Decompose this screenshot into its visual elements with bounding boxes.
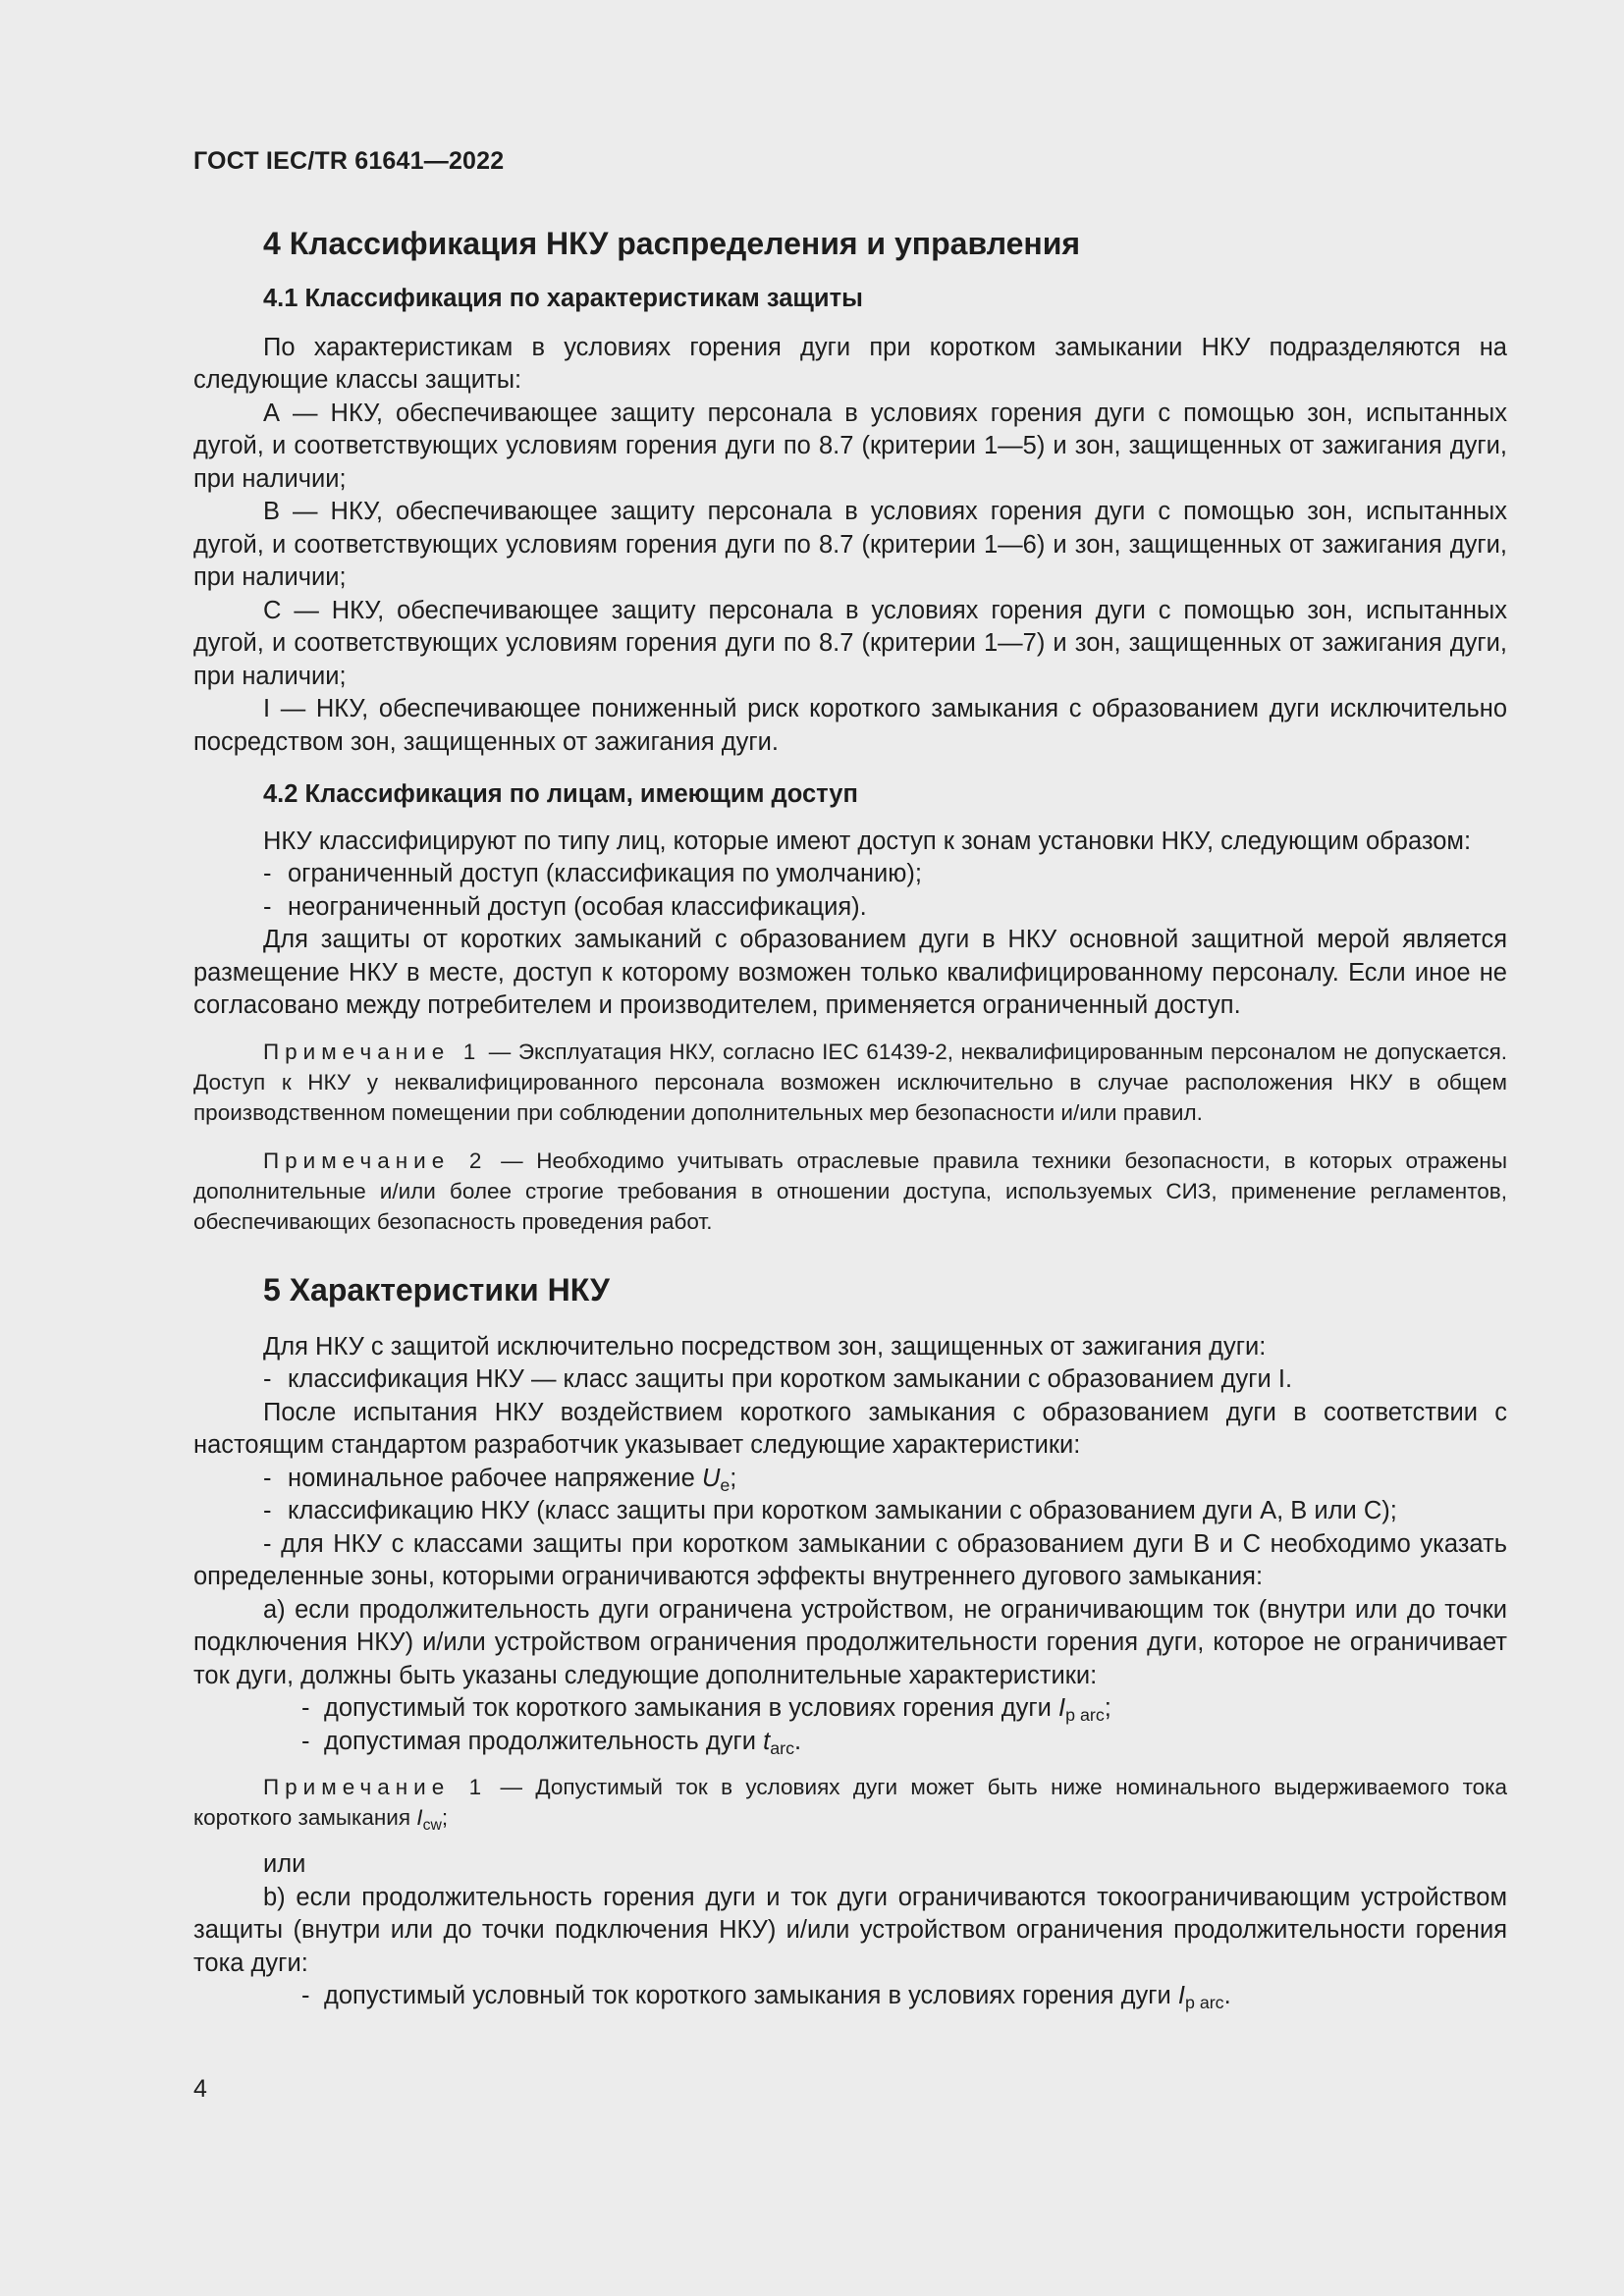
list-item: - допустимый условный ток короткого замыкания в условиях горения дуги $I_{p arc}$. <box>301 1982 1231 2012</box>
list-item: - классификацию НКУ (класс защиты при коротком замыкании с образованием дуги А, В или С); <box>263 1497 1397 1524</box>
paragraph: По характеристикам в условиях горения дуги при коротком замыкании НКУ подразделяются на следующие классы защиты: <box>193 333 1507 394</box>
case-b: b) если продолжительность горения дуги и ток дуги ограничиваются токоограничивающим устройством защиты (внутри или до точки подключения НКУ) и/или устройством ограничения продолжительности горения тока дуги: <box>193 1883 1507 1977</box>
subsection-4-1-title: 4.1 Классификация по характеристикам защиты <box>263 285 863 312</box>
list-item: - для НКУ с классами защиты при коротком замыкании с образованием дуги В и С необходимо указать определенные зоны, которыми ограничиваются эффекты внутреннего дугового замыкания: <box>193 1529 1507 1590</box>
list-item: - ограниченный доступ (классификация по умолчанию); <box>263 860 922 887</box>
document-header: ГОСТ IEC/TR 61641—2022 <box>193 147 505 175</box>
list-item: - классификация НКУ — класс защиты при коротком замыкании с образованием дуги I. <box>263 1365 1293 1393</box>
case-a: a) если продолжительность дуги ограничена устройством, не ограничивающим ток (внутри или до точки подключения НКУ) и/или устройством ограничения продолжительности горения дуги, которое не ограничивает ток дуги, должны быть указаны следующие дополнительные характеристики: <box>193 1595 1507 1689</box>
subsection-4-2-title: 4.2 Классификация по лицам, имеющим доступ <box>263 780 858 808</box>
list-item: - допустимая продолжительность дуги $t_{arc}$. <box>301 1727 802 1758</box>
paragraph: НКУ классифицируют по типу лиц, которые имеют доступ к зонам установки НКУ, следующим образом: <box>263 827 1472 855</box>
paragraph: Для НКУ с защитой исключительно посредством зон, защищенных от зажигания дуги: <box>263 1332 1267 1361</box>
list-item: - номинальное рабочее напряжение $U_e$; <box>263 1464 737 1495</box>
class-a-definition: А — НКУ, обеспечивающее защиту персонала в условиях горения дуги с помощью зон, испытанных дугой, и соответствующих условиям горения дуги по 8.7 (критерии 1—5) и зон, защищенных от зажигания дуги, при наличии; <box>193 399 1507 493</box>
paragraph: Для защиты от коротких замыканий с образованием дуги в НКУ основной защитной мерой является размещение НКУ в месте, доступ к которому возможен только квалифицированному персоналу. Если иное не согласовано между потребителем и производителем, применяется ограниченный доступ. <box>193 926 1507 1019</box>
note-2: Примечание 2 — Необходимо учитывать отраслевые правила техники безопасности, в которых отражены дополнительные и/или более строгие требования в отношении доступа, используемых СИЗ, применение регламентов, обеспечивающих безопасность проведения работ. <box>193 1148 1508 1234</box>
class-i-definition: I — НКУ, обеспечивающее пониженный риск короткого замыкания с образованием дуги исключительно посредством зон, защищенных от зажигания дуги. <box>193 695 1507 756</box>
section-5-title: 5 Характеристики НКУ <box>263 1271 610 1308</box>
note-1-section-5: Примечание 1 — Допустимый ток в условиях дуги может быть ниже номинального выдерживаемого тока короткого замыкания $I_{cw}$; <box>193 1775 1508 1834</box>
list-item: - допустимый ток короткого замыкания в условиях горения дуги $I_{p arc}$; <box>301 1694 1111 1725</box>
class-b-definition: В — НКУ, обеспечивающее защиту персонала в условиях горения дуги с помощью зон, испытанных дугой, и соответствующих условиям горения дуги по 8.7 (критерии 1—6) и зон, защищенных от зажигания дуги, при наличии; <box>193 498 1507 591</box>
list-item: - неограниченный доступ (особая классификация). <box>263 892 867 921</box>
or-word: или <box>263 1850 306 1878</box>
section-4-title: 4 Классификация НКУ распределения и управления <box>263 226 1081 261</box>
note-1: Примечание 1 — Эксплуатация НКУ, согласно IEC 61439-2, неквалифицированным персоналом не допускается. Доступ к НКУ у неквалифицированного персонала возможен исключительно в случае расположения НКУ в общем производственном помещении при соблюдении дополнительных мер безопасности и/или правил. <box>193 1039 1508 1125</box>
paragraph: После испытания НКУ воздействием короткого замыкания с образованием дуги в соответствии с настоящим стандартом разработчик указывает следующие характеристики: <box>193 1398 1507 1459</box>
document-body <box>193 216 1507 2013</box>
class-c-definition: С — НКУ, обеспечивающее защиту персонала в условиях горения дуги с помощью зон, испытанных дугой, и соответствующих условиям горения дуги по 8.7 (критерии 1—7) и зон, защищенных от зажигания дуги, при наличии; <box>193 596 1507 690</box>
page-number: 4 <box>193 2075 207 2103</box>
